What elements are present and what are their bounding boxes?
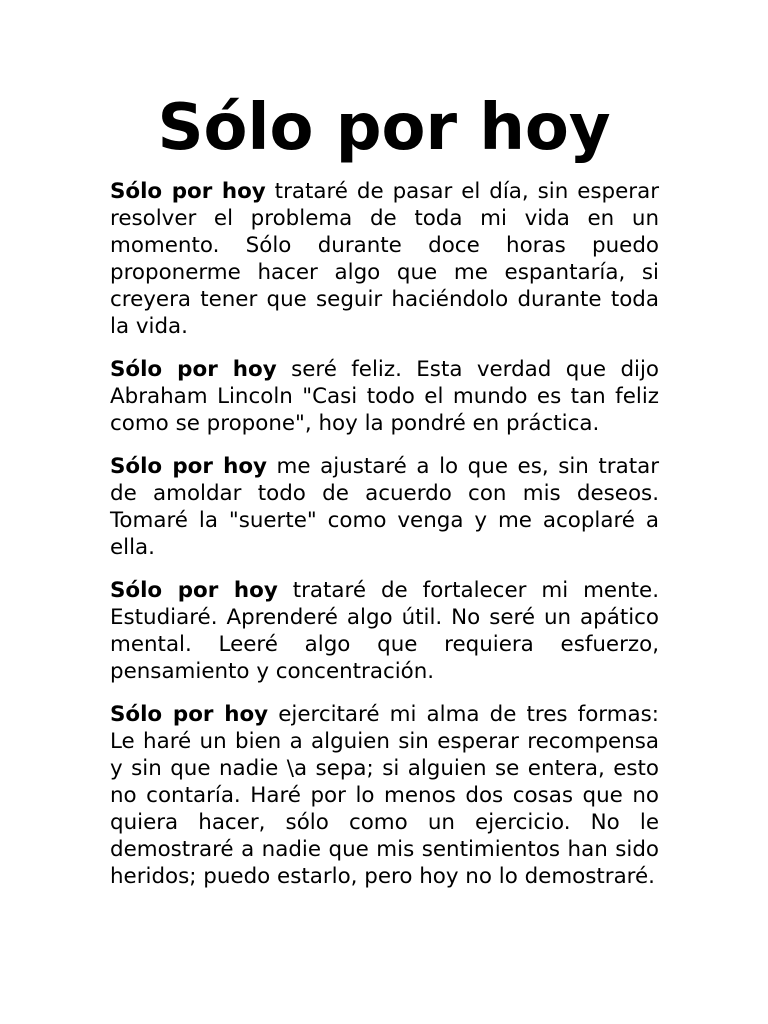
paragraph-lead: Sólo por hoy: [110, 454, 267, 479]
paragraph-text: seré feliz. Esta verdad que dijo Abraham Lincoln "Casi todo el mundo es tan feliz como se propone", hoy la pondré en práctica.: [110, 357, 659, 436]
paragraph-lead: Sólo por hoy: [110, 578, 278, 603]
page-title: Sólo por hoy: [157, 91, 611, 165]
paragraph-lead: Sólo por hoy: [110, 179, 266, 204]
paragraph: [110, 701, 659, 890]
paragraph-lead: Sólo por hoy: [110, 357, 277, 382]
paragraph-text: trataré de fortalecer mi mente. Estudiaré. Aprenderé algo útil. No seré un apático mental. Leeré algo que requiera esfuerzo, pensamiento y concentración.: [110, 578, 659, 684]
paragraph: [110, 577, 659, 685]
document-body: [110, 178, 659, 906]
paragraph-lead: Sólo por hoy: [110, 702, 269, 727]
paragraph-text: ejercitaré mi alma de tres formas: Le haré un bien a alguien sin esperar recompensa y sin que nadie \a sepa; si alguien se entera, esto no contaría. Haré por lo menos dos cosas que no quiera hacer, sólo como un ejercicio. No le demostraré a nadie que mis sentimientos han sido heridos; puedo estarlo, pero hoy no lo demostraré.: [110, 702, 659, 889]
paragraph: [110, 356, 659, 437]
paragraph-text: me ajustaré a lo que es, sin tratar de amoldar todo de acuerdo con mis deseos. Tomaré la "suerte" como venga y me acoplaré a ella.: [110, 454, 659, 560]
paragraph-text: trataré de pasar el día, sin esperar resolver el problema de toda mi vida en un momento. Sólo durante doce horas puedo proponerme hacer algo que me espantaría, si creyera tener que seguir haciéndolo durante toda la vida.: [110, 179, 659, 339]
paragraph: [110, 178, 659, 340]
paragraph: [110, 453, 659, 561]
